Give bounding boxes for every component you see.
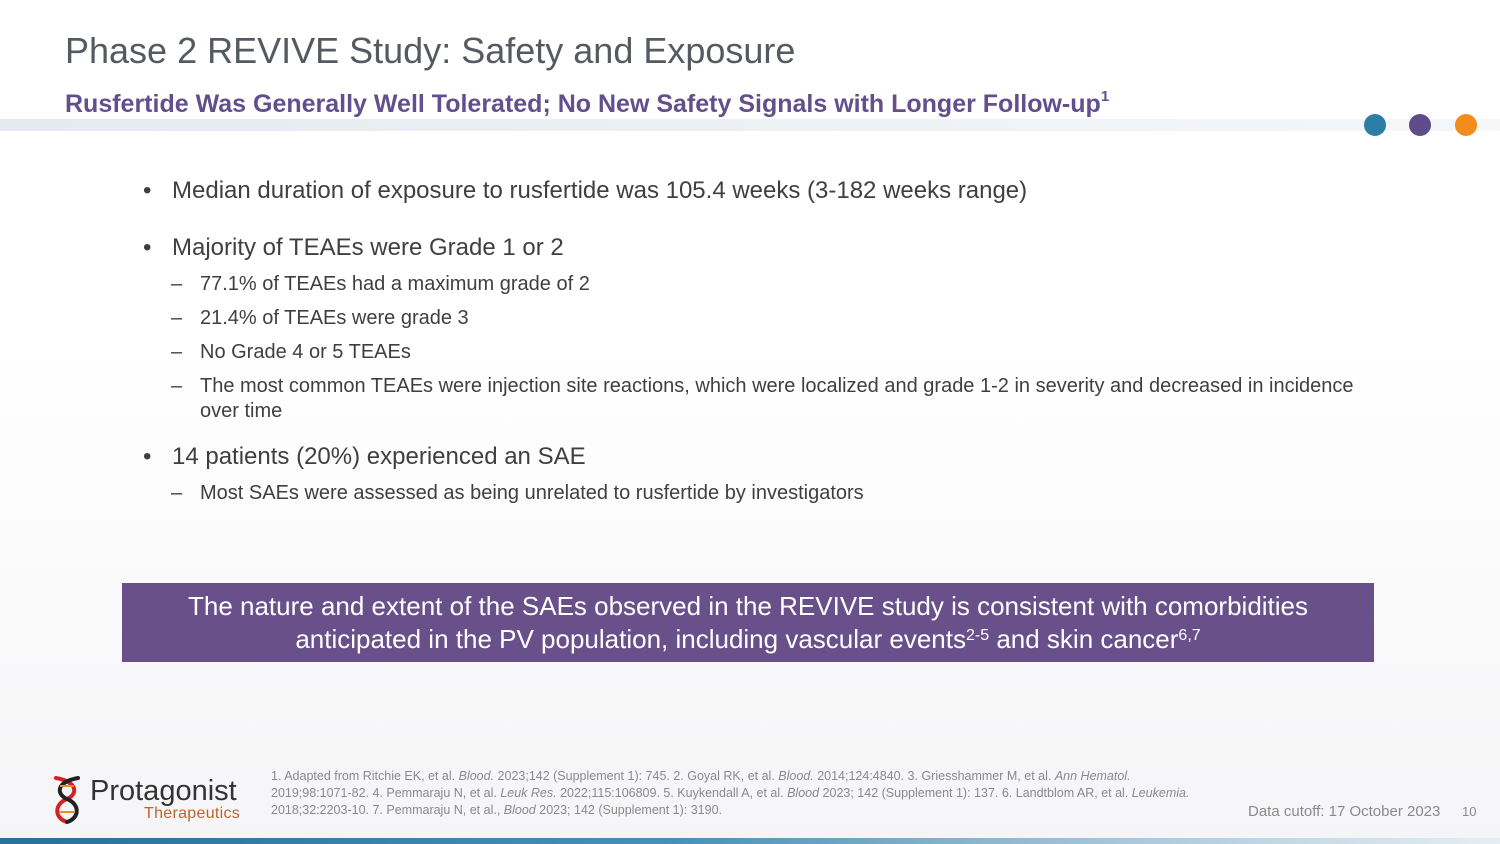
- sub-bullet-item: [143, 306, 1373, 331]
- sub-bullet-text: The most common TEAEs were injection site reactions, which were localized and grade 1-2 in severity and decreased in incidence over time: [200, 375, 1354, 422]
- bullet-text: 14 patients (20%) experienced an SAE: [172, 443, 586, 470]
- bullet-text: Majority of TEAEs were Grade 1 or 2: [172, 234, 564, 261]
- protagonist-logo-icon: [48, 774, 86, 826]
- subtitle-text: Rusfertide Was Generally Well Tolerated; No New Safety Signals with Longer Follow-up: [65, 90, 1101, 118]
- teal-dot-icon: [1364, 114, 1386, 136]
- reference-text: 2018;32:2203-10. 7. Pemmaraju N, et al.,: [271, 803, 504, 817]
- reference-journal: Blood.: [778, 769, 814, 783]
- sub-bullet-item: [143, 481, 1373, 506]
- dash-icon: –: [171, 375, 183, 397]
- reference-text: 2023; 142 (Supplement 1): 3190.: [535, 803, 723, 817]
- reference-journal: Leuk Res.: [500, 786, 557, 800]
- data-cutoff: Data cutoff: 17 October 2023: [1248, 803, 1441, 820]
- bullet-item: [143, 442, 1373, 472]
- header-band: [0, 119, 1500, 131]
- reference-journal: Blood: [503, 803, 536, 817]
- subtitle-reference: 1: [1100, 88, 1110, 105]
- reference-text: 2023; 142 (Supplement 1): 137. 6. Landtblom AR, et al.: [819, 786, 1132, 800]
- purple-dot-icon: [1409, 114, 1431, 136]
- page-number: 10: [1462, 804, 1477, 819]
- bullet-icon: •: [143, 234, 152, 261]
- callout-text: and skin cancer: [989, 624, 1179, 654]
- reference-text: 1. Adapted from Ritchie EK, et al.: [271, 769, 459, 783]
- dash-icon: –: [171, 307, 183, 329]
- callout-line-1: The nature and extent of the SAEs observed in the REVIVE study is consistent with comorbidities: [187, 591, 1309, 621]
- reference-journal: Blood.: [458, 769, 495, 783]
- bottom-bar: [0, 838, 1500, 844]
- sub-bullet-text: No Grade 4 or 5 TEAEs: [200, 341, 411, 363]
- callout-reference: 6,7: [1178, 627, 1201, 644]
- sub-bullet-text: 77.1% of TEAEs had a maximum grade of 2: [200, 273, 590, 295]
- sub-bullet-text: Most SAEs were assessed as being unrelated to rusfertide by investigators: [200, 482, 864, 504]
- dash-icon: –: [171, 482, 183, 504]
- callout-text: anticipated in the PV population, including vascular events: [295, 624, 966, 654]
- callout-box: [122, 583, 1374, 662]
- reference-text: 2023;142 (Supplement 1): 745. 2. Goyal RK, et al.: [494, 769, 779, 783]
- sub-bullet-item: [143, 374, 1373, 424]
- sub-bullet-text: 21.4% of TEAEs were grade 3: [200, 307, 469, 329]
- callout-line-2: [122, 623, 1374, 656]
- logo-subtitle: Therapeutics: [144, 805, 241, 822]
- company-logo: [48, 772, 258, 828]
- bullet-text: Median duration of exposure to rusfertide was 105.4 weeks (3-182 weeks range): [172, 177, 1028, 204]
- reference-text: 2014;124:4840. 3. Griesshammer M, et al.: [813, 769, 1055, 783]
- bullet-item: [143, 176, 1373, 206]
- orange-dot-icon: [1455, 114, 1477, 136]
- sub-bullet-item: [143, 272, 1373, 297]
- reference-journal: Leukemia.: [1131, 786, 1190, 800]
- dash-icon: –: [171, 341, 183, 363]
- bullet-icon: •: [143, 443, 152, 470]
- logo-name: Protagonist: [90, 775, 237, 807]
- reference-journal: Ann Hematol.: [1054, 769, 1131, 783]
- reference-text: 2022;115:106809. 5. Kuykendall A, et al.: [556, 786, 788, 800]
- bullet-item: [143, 233, 1373, 263]
- slide-title: Phase 2 REVIVE Study: Safety and Exposure: [65, 30, 796, 71]
- sub-bullet-item: [143, 340, 1373, 365]
- references-footnote: [271, 768, 1206, 819]
- bullet-icon: •: [143, 177, 152, 204]
- dash-icon: –: [171, 273, 183, 295]
- slide-subtitle: [65, 90, 1109, 119]
- bullet-list: [143, 176, 1373, 506]
- reference-text: 2019;98:1071-82. 4. Pemmaraju N, et al.: [271, 786, 501, 800]
- reference-journal: Blood: [787, 786, 820, 800]
- callout-reference: 2-5: [965, 627, 990, 644]
